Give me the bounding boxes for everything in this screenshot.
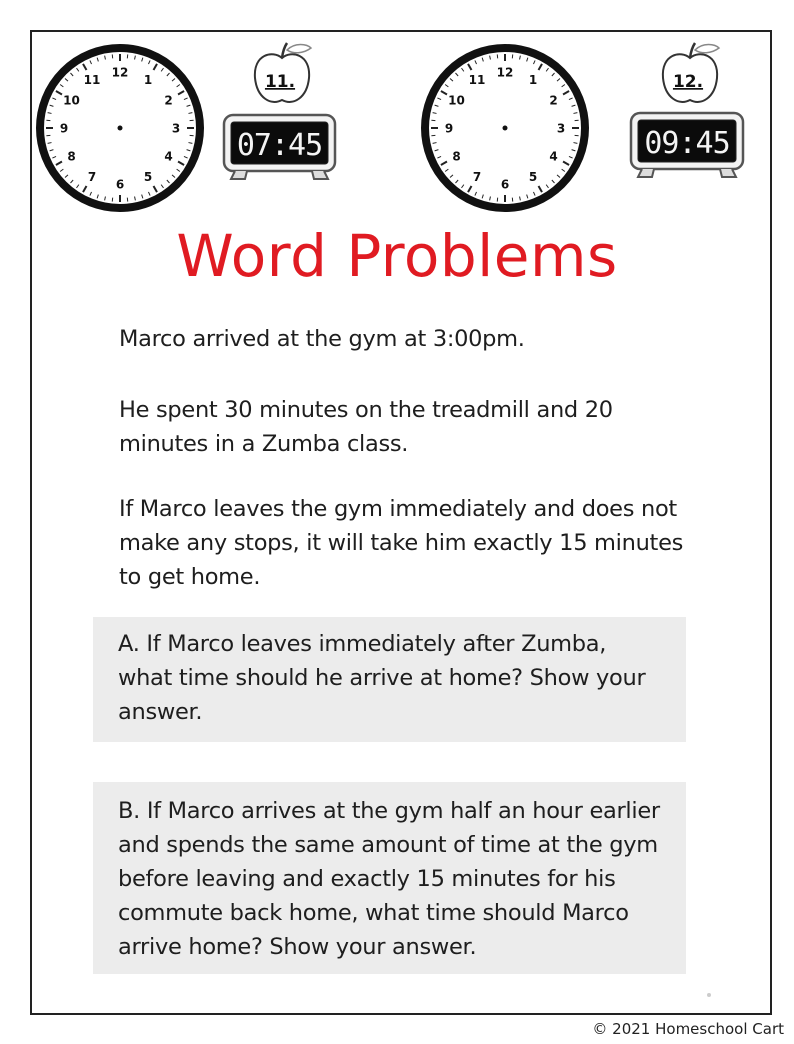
analog-clock-11	[35, 43, 205, 213]
dial-number: 3	[556, 121, 566, 136]
copyright-footer: © 2021 Homeschool Cart	[592, 1020, 784, 1038]
dial-number: 1	[143, 73, 153, 88]
dial-number: 11	[468, 73, 486, 88]
dial-number: 8	[452, 149, 461, 164]
dial-number: 7	[472, 169, 482, 184]
dial-number: 10	[63, 93, 80, 108]
digital-clock-11	[221, 112, 338, 184]
dial-number: 1	[528, 73, 538, 88]
apple-badge-11	[247, 40, 317, 110]
problem-number-11: 11.	[264, 72, 296, 92]
digital-time-11: 07:45	[236, 128, 323, 163]
dial-number: 2	[549, 93, 558, 108]
clock-center-dot	[503, 126, 508, 131]
dial-number: 12	[111, 65, 129, 80]
decorative-dot	[707, 993, 711, 997]
question-b-text: B. If Marco arrives at the gym half an hour earlier and spends the same amount of time at the gym before leaving and exactly 15 minutes for his commute back home, what time should Marco arrive home? Show your answer.	[118, 798, 660, 960]
apple-badge-12	[655, 40, 725, 110]
paragraph-commute: If Marco leaves the gym immediately and does not make any stops, it will take him exactly 15 minutes to get home.	[119, 496, 684, 590]
page-title: Word Problems	[176, 222, 618, 290]
dial-number: 3	[171, 121, 181, 136]
problem-number-12: 12.	[672, 72, 704, 92]
dial-number: 4	[164, 149, 173, 164]
dial-number: 5	[528, 169, 538, 184]
clock-center-dot	[118, 126, 123, 131]
dial-number: 6	[500, 177, 510, 192]
dial-number: 6	[115, 177, 125, 192]
paragraph-activities: He spent 30 minutes on the treadmill and 20 minutes in a Zumba class.	[119, 397, 613, 457]
dial-number: 10	[448, 93, 465, 108]
question-a-box	[93, 617, 686, 742]
digital-time-12: 09:45	[644, 126, 730, 161]
dial-number: 2	[164, 93, 173, 108]
dial-number: 11	[83, 73, 101, 88]
analog-clock-12	[420, 43, 590, 213]
dial-number: 7	[87, 169, 97, 184]
dial-number: 9	[59, 121, 69, 136]
dial-number: 9	[444, 121, 454, 136]
question-a-text: A. If Marco leaves immediately after Zumba, what time should he arrive at home? Show your answer.	[118, 631, 646, 725]
question-b-box	[93, 782, 686, 974]
dial-number: 12	[496, 65, 514, 80]
digital-clock-12	[628, 110, 746, 182]
dial-number: 8	[67, 149, 76, 164]
dial-number: 5	[143, 169, 153, 184]
paragraph-arrival: Marco arrived at the gym at 3:00pm.	[119, 326, 525, 352]
dial-number: 4	[549, 149, 558, 164]
